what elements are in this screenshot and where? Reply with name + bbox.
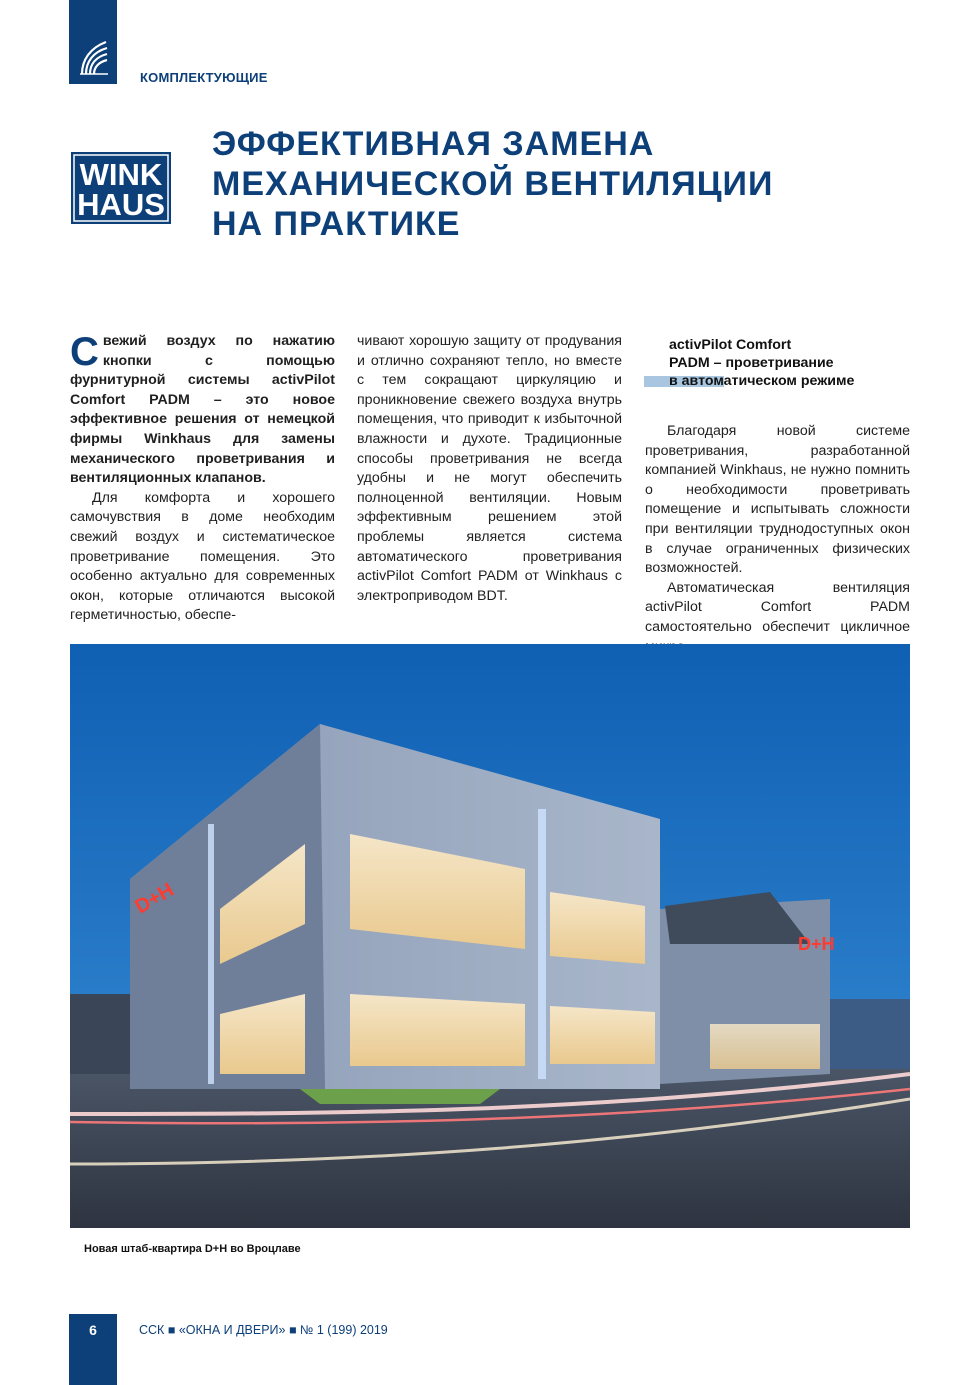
article-headline bbox=[212, 124, 852, 244]
article-column-1 bbox=[70, 332, 335, 626]
winkhaus-logo bbox=[71, 152, 171, 224]
body-paragraph: Благодаря новой системе проветривания, разработанной компанией Winkhaus, не нужно помнить о необходимости проветривать помещение и испытывать сложности при вентиляции труднодоступных окон в случае ограниченных физических возможностей. bbox=[645, 423, 910, 577]
lead-paragraph bbox=[70, 332, 335, 489]
headline-line-3: НА ПРАКТИКЕ bbox=[212, 205, 461, 243]
article-column-2 bbox=[357, 332, 622, 606]
footer-tab bbox=[69, 1314, 117, 1385]
headline-line-2: МЕХАНИЧЕСКОЙ ВЕНТИЛЯЦИИ bbox=[212, 165, 774, 203]
svg-text:WINK: WINK bbox=[79, 157, 163, 192]
dropcap: С bbox=[70, 330, 99, 374]
body-paragraph: Для комфорта и хорошего самочувствия в доме необходим свежий воздух и систематическое проветривание помещения. Это особенно актуально для современных окон, которые отличаются высокой герметичностью, обеспе- bbox=[70, 489, 335, 624]
subheading-line-3: в автоматическом режиме bbox=[669, 373, 855, 389]
lead-text: вежий воздух по нажатию кнопки с помощью фурнитурной системы activPilot Comfort PADM – это новое эффективное решения от немецкой фирмы Winkhaus для замены механического проветривания и вентиляционных клапанов. bbox=[70, 333, 335, 487]
svg-text:D+H: D+H bbox=[131, 878, 178, 919]
photo-caption: Новая штаб-квартира D+H во Вроцлаве bbox=[84, 1243, 301, 1255]
body-paragraph: Автоматическая вентиляция activPilot Comfort PADM самостоятельно обеспечит цикличное bbox=[645, 579, 910, 635]
building-photo bbox=[70, 644, 910, 1228]
article-column-3 bbox=[645, 332, 910, 657]
subheading-line-2: PADM – проветривание bbox=[669, 355, 834, 371]
footer-text: ССК ■ «ОКНА И ДВЕРИ» ■ № 1 (199) 2019 bbox=[139, 1323, 388, 1337]
svg-text:D+H: D+H bbox=[798, 934, 835, 954]
section-label: КОМПЛЕКТУЮЩИЕ bbox=[140, 70, 268, 85]
publisher-logo-icon bbox=[76, 36, 110, 78]
svg-text:HAUS: HAUS bbox=[77, 187, 165, 222]
header-tab bbox=[69, 0, 117, 84]
headline-line-1: ЭФФЕКТИВНАЯ ЗАМЕНА bbox=[212, 125, 655, 163]
body-paragraph: чивают хорошую защиту от продувания и отлично сохраняют тепло, но вместе с тем сокращают циркуляцию и проникновение свежего воздуха внутрь помещения, что приводит к избыточной влажности и духоте. Традиционные способы проветривания не всегда удобны и не могут обеспечить полноценной вентиляции. Новым эффективным решением этой проблемы является система автоматического проветривания activPilot Comfort PADM от Winkhaus с электроприводом BDT. bbox=[357, 333, 622, 604]
page-number: 6 bbox=[89, 1322, 97, 1338]
subheading bbox=[669, 336, 909, 390]
subheading-line-1: activPilot Comfort bbox=[669, 337, 792, 353]
